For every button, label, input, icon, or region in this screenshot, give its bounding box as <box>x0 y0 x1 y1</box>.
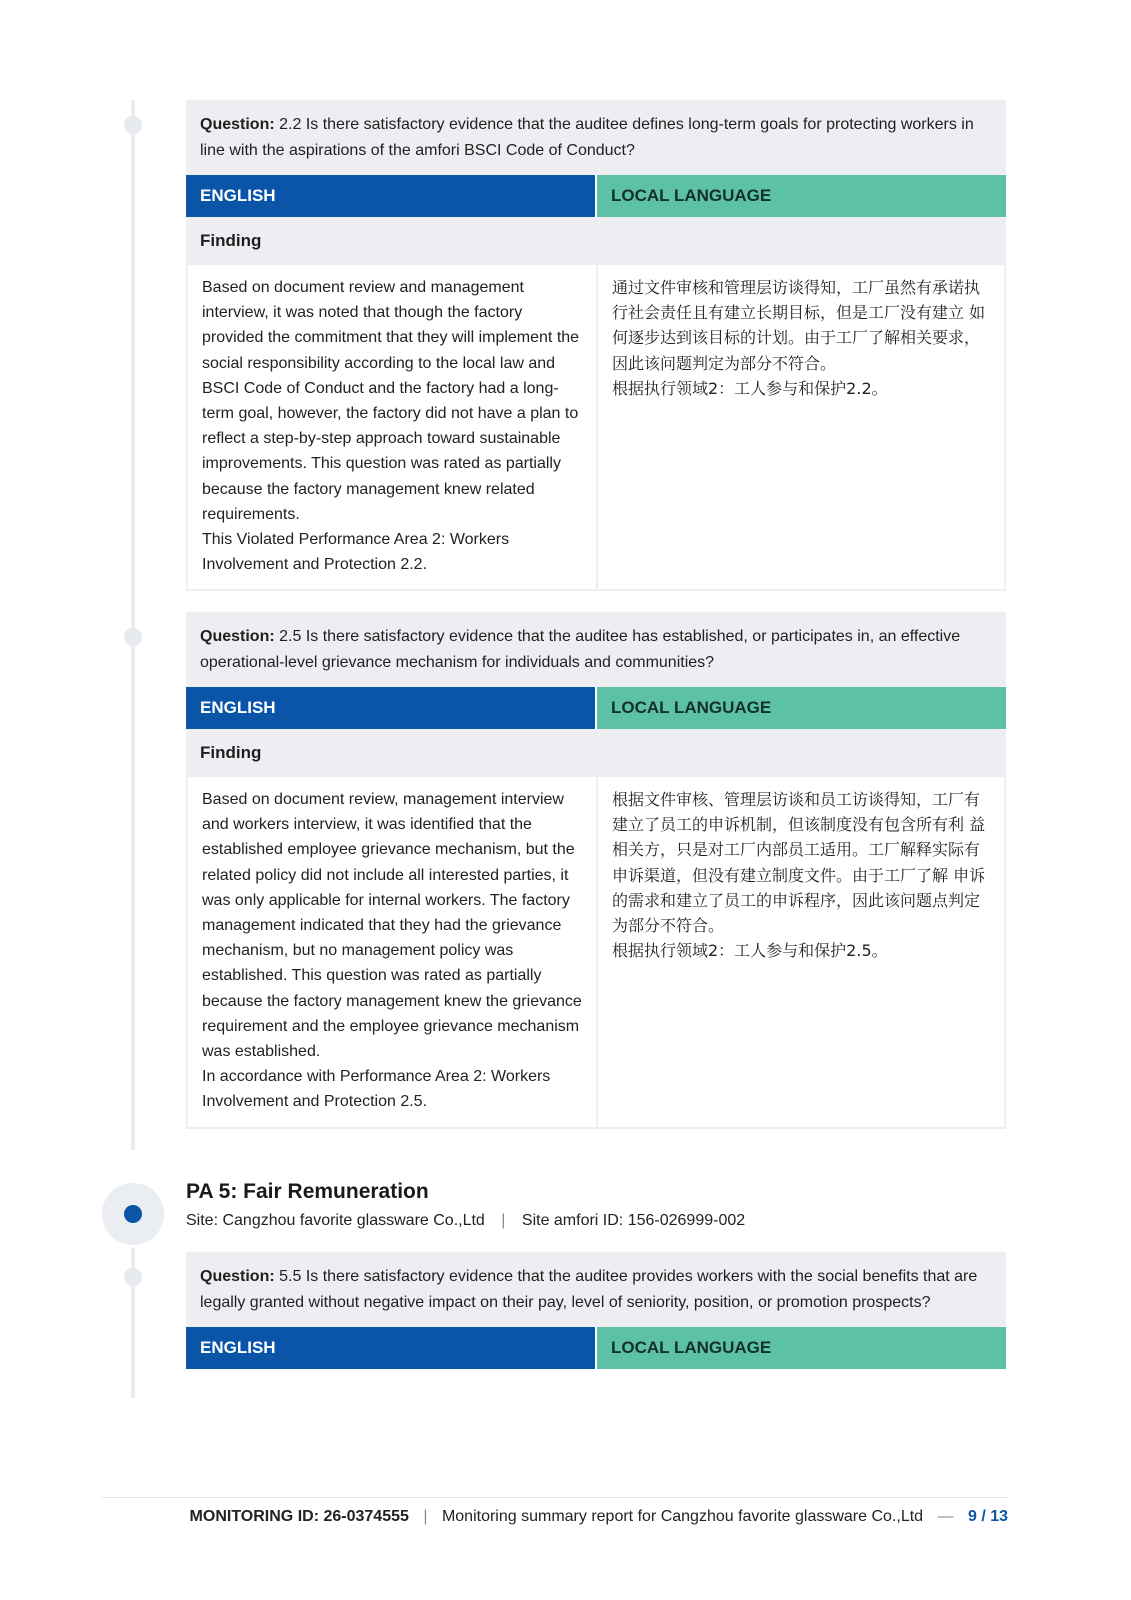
question-block-2-2 <box>186 100 1006 591</box>
finding-english-paragraph: Based on document review, management interview and workers interview, it was identified that the established employee grievance mechanism, but the related policy did not include all interested parties, it was only applicable for internal workers. The factory management indicated that they had the grievance mechanism, but no management policy was established. This question was rated as partially because the factory management knew the grievance requirement and the employee grievance mechanism was established. <box>202 791 582 1061</box>
finding-local <box>596 777 1004 1127</box>
finding-english-paragraph: Based on document review and management interview, it was noted that though the factory provided the commitment that they will implement the social responsibility according to the local law and BSCI Code of Conduct and the factory had a long-term goal, however, the factory did not have a plan to reflect a step-by-step approach toward sustainable improvements. This question was rated as partially because the factory management knew related requirements. <box>202 279 580 523</box>
finding-english <box>188 777 596 1127</box>
question-header <box>186 100 1006 175</box>
pa-site-line <box>186 1212 745 1230</box>
finding-label: Finding <box>186 217 1006 265</box>
finding-local-paragraph: 通过文件审核和管理层访谈得知，工厂虽然有承诺执行社会责任且有建立长期目标，但是工厂没有建立 如何逐步达到该目标的计划。由于工厂了解相关要求，因此该问题判定为部分不符合。 <box>612 278 986 373</box>
timeline-line <box>131 100 135 1150</box>
finding-english-paragraph: In accordance with Performance Area 2: Workers Involvement and Protection 2.5. <box>202 1068 551 1111</box>
language-header-row <box>186 1327 1006 1369</box>
finding-label: Finding <box>186 729 1006 777</box>
question-label: Question: <box>200 628 275 645</box>
site-amfori-id: Site amfori ID: 156-026999-002 <box>521 1212 746 1229</box>
page-footer <box>190 1508 1008 1526</box>
finding-local-paragraph: 根据文件审核、管理层访谈和员工访谈得知，工厂有建立了员工的申诉机制，但该制度没有包含所有利 益相关方，只是对工厂内部员工适用。工厂解释实际有申诉渠道，但没有建立制度文件。由于工厂了解 申诉的需求和建立了员工的申诉程序，因此该问题点判定为部分不符合。 <box>612 790 986 936</box>
finding-english <box>188 265 596 589</box>
question-label: Question: <box>200 116 275 133</box>
question-label: Question: <box>200 1268 275 1285</box>
finding-content <box>186 777 1006 1129</box>
question-text: 2.2 Is there satisfactory evidence that the auditee defines long-term goals for protecting workers in line with the aspirations of the amfori BSCI Code of Conduct? <box>200 116 974 159</box>
timeline-dot <box>124 116 142 134</box>
section-marker-dot-inner <box>124 1205 142 1223</box>
local-language-header: LOCAL LANGUAGE <box>597 175 1006 217</box>
pa-title: PA 5: Fair Remuneration <box>186 1180 429 1203</box>
report-title: Monitoring summary report for Cangzhou favorite glassware Co.,Ltd <box>441 1508 924 1525</box>
question-block-2-5 <box>186 612 1006 1129</box>
timeline-dot <box>124 1268 142 1286</box>
finding-local <box>596 265 1004 589</box>
footer-dash: — <box>937 1508 954 1525</box>
section-marker-dot <box>102 1183 164 1245</box>
finding-english-paragraph: This Violated Performance Area 2: Workers Involvement and Protection 2.2. <box>202 531 510 574</box>
monitoring-id: MONITORING ID: 26-0374555 <box>189 1508 409 1525</box>
site-separator: | <box>501 1212 506 1229</box>
finding-local-paragraph: 根据执行领域2：工人参与和保护2.5。 <box>612 941 888 961</box>
page-number: 9 / 13 <box>967 1508 1008 1525</box>
question-header <box>186 1252 1006 1327</box>
language-header-row <box>186 175 1006 217</box>
question-header <box>186 612 1006 687</box>
english-header: ENGLISH <box>186 687 595 729</box>
timeline-dot <box>124 628 142 646</box>
english-header: ENGLISH <box>186 175 595 217</box>
local-language-header: LOCAL LANGUAGE <box>597 1327 1006 1369</box>
footer-divider <box>102 1497 1008 1498</box>
question-block-5-5 <box>186 1252 1006 1369</box>
question-text: 2.5 Is there satisfactory evidence that the auditee has established, or participates in, an effective operational-level grievance mechanism for individuals and communities? <box>200 628 961 671</box>
site-name: Site: Cangzhou favorite glassware Co.,Ltd <box>186 1212 485 1229</box>
finding-local-paragraph: 根据执行领域2：工人参与和保护2.2。 <box>612 378 888 398</box>
language-header-row <box>186 687 1006 729</box>
finding-content <box>186 265 1006 591</box>
footer-separator: | <box>423 1508 428 1525</box>
english-header: ENGLISH <box>186 1327 595 1369</box>
local-language-header: LOCAL LANGUAGE <box>597 687 1006 729</box>
question-text: 5.5 Is there satisfactory evidence that the auditee provides workers with the social benefits that are legally granted without negative impact on their pay, level of seniority, position, or promotion prospects? <box>200 1268 978 1311</box>
